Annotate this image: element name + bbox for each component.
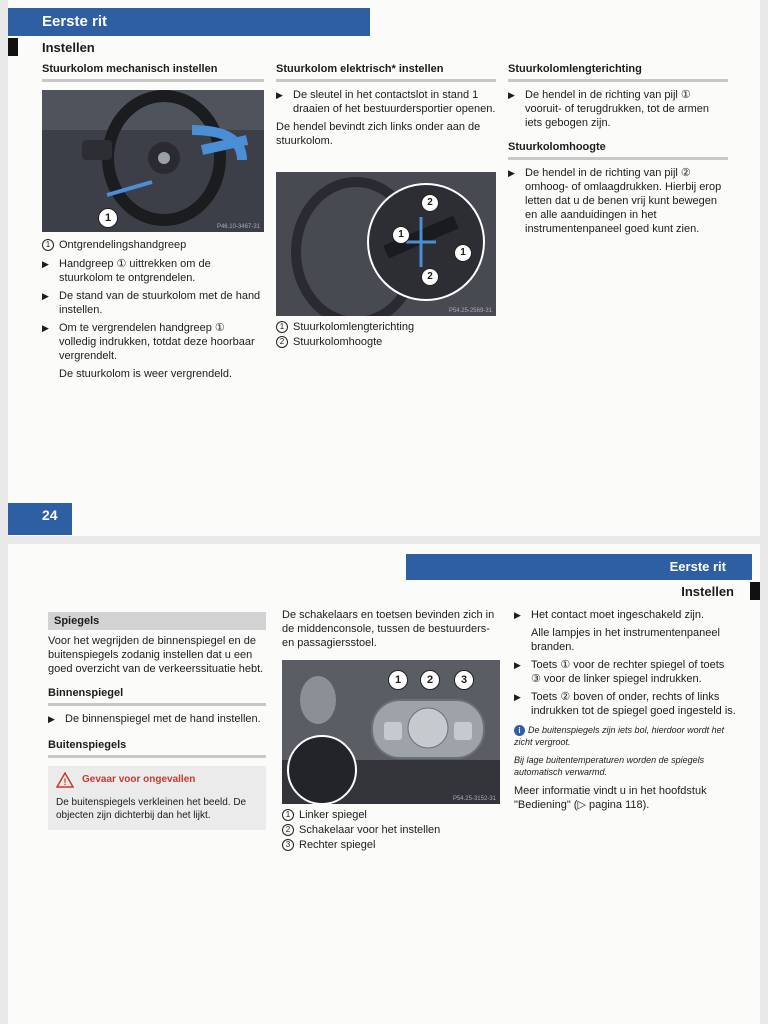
subtitle-electric: Stuurkolom elektrisch* instellen [276,62,496,82]
column-switches-legend [282,808,500,853]
legend-item: 2 Stuurkolomhoogte [276,335,496,349]
legend-item: 1 Stuurkolomlengterichting [276,320,496,334]
legend-item: 2 Schakelaar voor het instellen [282,823,500,837]
photo-code: P46.10-3467-31 [216,224,260,230]
legend-item [42,238,264,252]
bullet-arrow-icon: ▶ [42,291,49,301]
legend-number: 1 [42,239,54,251]
column-adjust [508,62,728,240]
instruction-bullet: ▶ De hendel in de richting van pijl ① vooruit- of terugdrukken, tot de armen iets gebogen zijn. [508,89,710,129]
chapter-header: Eerste rit [406,554,752,580]
column-switches [282,608,500,650]
subtitle-outer-mirrors: Buitenspiegels [48,738,266,758]
subtitle-height: Stuurkolomhoogte [508,140,728,160]
section-title: Instellen [42,40,95,55]
callout-1-right: 1 [454,244,472,262]
warning-title: ! Gevaar voor ongevallen [56,772,258,788]
steering-wheel-illustration [42,90,264,232]
instruction-bullet: ▶ De hendel in de richting van pijl ② omhoog- of omlaagdrukken. Hierbij erop letten dat u de benen vrij kunt bewegen en alle aanduidingen in het instrumentenpaneel goed kunt zien. [508,167,722,235]
page-24 [8,0,760,536]
instruction-bullet: ▶ Het contact moet ingeschakeld zijn. [514,609,705,621]
info-icon: i [514,725,525,736]
info-note-2: Bij lage buitentemperaturen worden de spiegels automatisch verwarmd. [514,755,705,777]
paragraph: De hendel bevindt zich links onder aan de stuurkolom. [276,121,481,147]
page-number: 24 [8,503,72,535]
mirrors-heading: Spiegels [48,612,266,630]
bullet-arrow-icon: ▶ [514,610,521,620]
callout-2: 2 [420,670,440,690]
instruction-bullet: ▶ De stand van de stuurkolom met de hand instellen. [42,290,261,316]
column-mirror-steps [514,608,736,812]
callout-2-bottom: 2 [421,268,439,286]
intro-text: Voor het wegrijden de binnenspiegel en de buitenspiegels zodanig instellen dat u een goed overzicht van de verkeerssituatie hebt. [48,635,264,675]
column-electric [276,62,496,148]
legend-item: 1 Linker spiegel [282,808,500,822]
console-photo [282,660,500,804]
instruction-bullet: ▶ De sleutel in het contactslot in stand 1 draaien of het bestuurdersportier openen. [276,89,496,115]
column-mechanical-text [42,238,264,385]
bullet-arrow-icon: ▶ [514,692,521,702]
warning-text: De buitenspiegels verkleinen het beeld. De objecten zijn dichterbij dan het lijkt. [56,797,247,821]
steering-column-photo [42,90,264,232]
legend-item: 3 Rechter spiegel [282,838,500,852]
lever-photo [276,172,496,316]
instruction-bullet: ▶ De binnenspiegel met de hand instellen. [48,713,261,725]
page-25 [8,544,760,1024]
bullet-arrow-icon: ▶ [42,259,49,269]
result-text: De stuurkolom is weer vergrendeld. [59,368,233,380]
result-text: Alle lampjes in het instrumentenpaneel branden. [531,627,720,653]
column-electric-legend [276,320,496,350]
subtitle-mechanical: Stuurkolom mechanisch instellen [42,62,264,82]
legend-text: Ontgrendelingshandgreep [59,239,187,251]
bullet-arrow-icon: ▶ [276,90,283,100]
instruction-bullet: ▶ Toets ① voor de rechter spiegel of toets ③ voor de linker spiegel indrukken. [514,659,725,685]
subtitle-length: Stuurkolomlengterichting [508,62,728,82]
photo-code: P54.25-3152-31 [452,796,496,802]
callout-1: 1 [388,670,408,690]
bullet-arrow-icon: ▶ [508,90,515,100]
section-marker [750,582,760,600]
chapter-header: Eerste rit [8,8,370,36]
subtitle-inner-mirror: Binnenspiegel [48,686,266,706]
instruction-bullet: ▶ Toets ② boven of onder, rechts of links indrukken tot de spiegel goed ingesteld is. [514,691,736,717]
instruction-bullet: ▶ Om te vergrendelen handgreep ① volledig indrukken, totdat deze hoorbaar vergrendelt. [42,322,255,362]
section-marker [8,38,18,56]
callout-2-top: 2 [421,194,439,212]
callout-1: 1 [98,208,118,228]
column-mechanical [42,62,264,88]
instruction-bullet: ▶ Handgreep ① uittrekken om de stuurkolom te ontgrendelen. [42,258,211,284]
callout-1-left: 1 [392,226,410,244]
warning-triangle-icon [56,772,74,788]
bullet-arrow-icon: ▶ [48,714,55,724]
info-note: i De buitenspiegels zijn iets bol, hierdoor wordt het zicht vergroot. [514,725,725,747]
paragraph: De schakelaars en toetsen bevinden zich in de middenconsole, tussen de bestuurders- en passagiersstoel. [282,609,495,649]
svg-text:!: ! [63,777,67,787]
column-mirrors [48,612,266,830]
bullet-arrow-icon: ▶ [508,168,515,178]
bullet-arrow-icon: ▶ [514,660,521,670]
photo-code: P54.25-2569-31 [448,308,492,314]
bullet-arrow-icon: ▶ [42,323,49,333]
more-info-text: Meer informatie vindt u in het hoofdstuk "Bediening" (▷ pagina 118). [514,785,707,811]
section-title: Instellen [681,584,734,599]
callout-3: 3 [454,670,474,690]
warning-box [48,766,266,830]
